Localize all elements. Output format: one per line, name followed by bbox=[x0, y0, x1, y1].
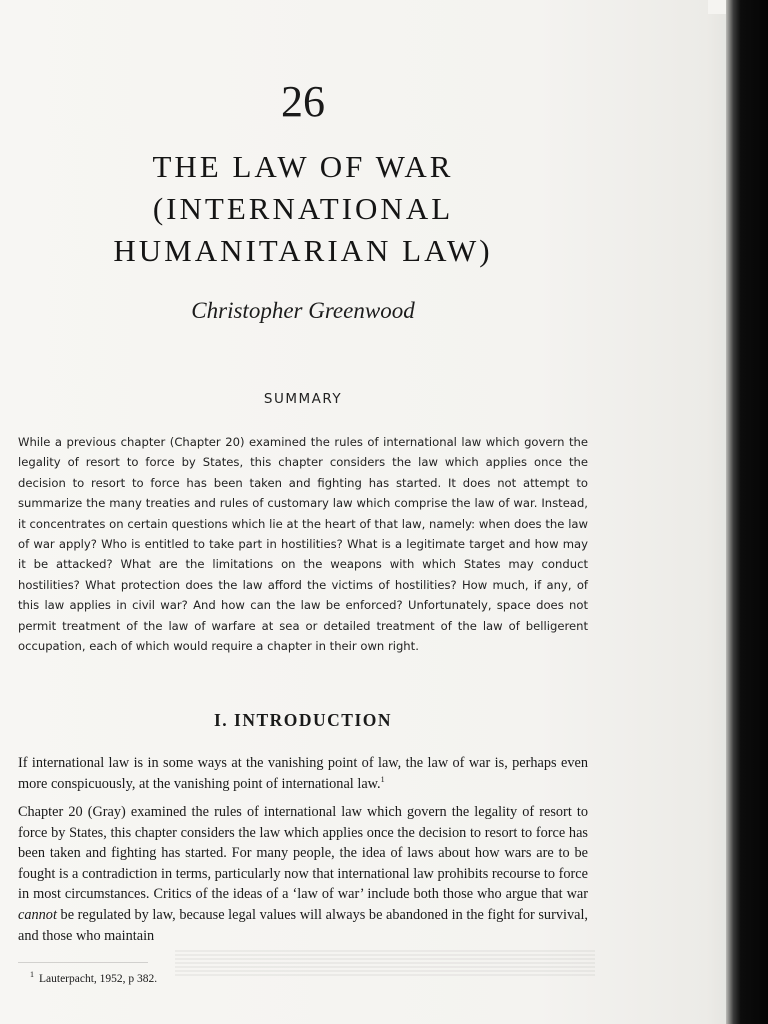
chapter-title-line-3: HUMANITARIAN LAW) bbox=[113, 233, 493, 268]
chapter-author: Christopher Greenwood bbox=[191, 298, 415, 323]
chapter-title-line-2: (INTERNATIONAL bbox=[152, 191, 454, 226]
introduction-paragraph-2-text-b: be regulated by law, because legal values will always be abandoned in the fight for survival, and those who maintain bbox=[18, 906, 588, 944]
introduction-paragraph-2 bbox=[18, 802, 588, 946]
summary-text: While a previous chapter (Chapter 20) examined the rules of international law which govern the legality of resort to force by States, this chapter considers the law which applies once the decision to resort to force has been taken and fighting has started. It does not attempt to summarize the many treaties and rules of customary law which comprise the law of war. Instead, it concentrates on certain questions which lie at the heart of that law, namely: when does the law of war apply? Who is entitled to take part in hostilities? What is a legitimate target and how may it be attacked? What are the limitations on the weapons with which States may conduct hostilities? What protection does the law afford the victims of hostilities? How much, if any, of this law applies in civil war? And how can the law be enforced? Unfortunately, space does not permit treatment of the law of warfare at sea or detailed treatment of the law of belligerent occupation, each of which would require a chapter in their own right. bbox=[18, 435, 588, 654]
footnote-reference-1[interactable]: 1 bbox=[380, 774, 385, 784]
chapter-number: 26 bbox=[281, 77, 325, 126]
show-through-texture bbox=[175, 948, 595, 978]
chapter-title-line-1: THE LAW OF WAR bbox=[152, 149, 454, 184]
footnote-text: Lauterpacht, 1952, p 382. bbox=[39, 972, 158, 985]
page-binding-shadow bbox=[726, 0, 768, 1024]
introduction-paragraph-1-text: If international law is in some ways at the vanishing point of law, the law of war is, perhaps even more conspicuously, at the vanishing point of international law. bbox=[18, 755, 588, 792]
chapter-title bbox=[0, 146, 606, 272]
introduction-paragraph-1 bbox=[18, 753, 588, 794]
footnote-divider bbox=[18, 962, 148, 963]
footnote-1 bbox=[30, 970, 157, 985]
section-heading-introduction: I. INTRODUCTION bbox=[213, 710, 393, 730]
introduction-paragraph-2-text-a: Chapter 20 (Gray) examined the rules of international law which govern the legality of resort to force by States, this chapter considers the law which applies once the decision to resort to force has been taken and fighting has started. For many people, the idea of laws about how wars are to be fought is a contradiction in terms, particularly now that international law prohibits recourse to force in most circumstances. Critics of the ideas of a ‘law of war’ include both those who argue that war bbox=[18, 804, 588, 903]
summary-heading: SUMMARY bbox=[263, 391, 343, 407]
footnote-marker: 1 bbox=[30, 970, 34, 979]
emphasis-cannot: cannot bbox=[18, 906, 57, 923]
